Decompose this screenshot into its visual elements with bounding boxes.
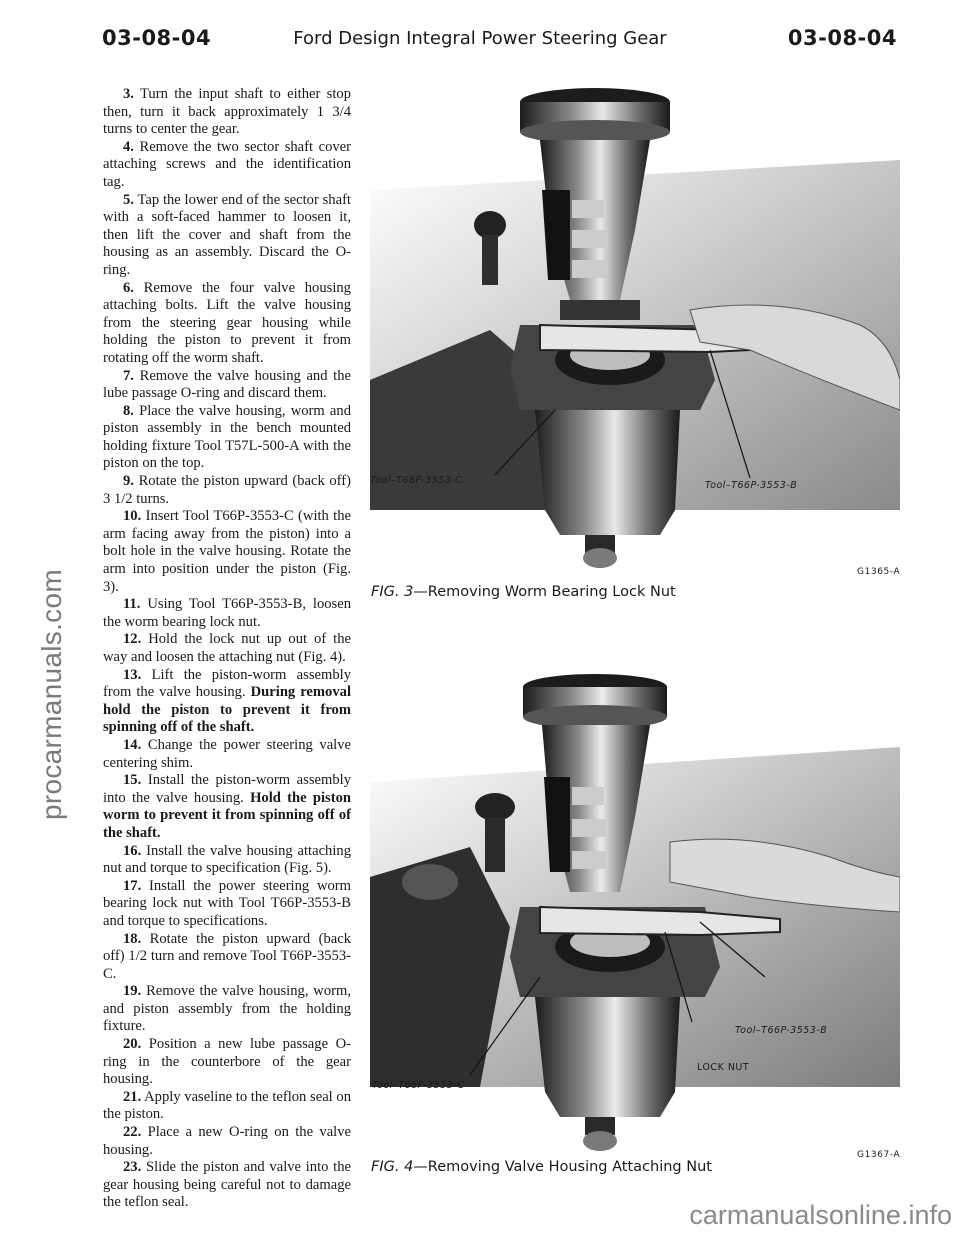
step-item	[103, 508, 351, 596]
step-number: 22.	[123, 1124, 142, 1141]
step-item	[103, 86, 351, 139]
step-item	[103, 1124, 351, 1159]
step-text: Insert Tool T66P-3553-C (with the arm facing away from the piston) into a bolt hole in the valve housing. Rotate the arm into position under the piston (Fig. 3).	[103, 508, 351, 595]
step-number: 19.	[123, 983, 142, 1000]
step-text: Turn the input shaft to either stop then, turn it back approximately 1 3/4 turns to center the gear.	[103, 86, 351, 138]
step-text: Remove the four valve housing attaching bolts. Lift the valve housing from the steering gear housing while holding the piston to prevent it from rotating off the worm shaft.	[103, 279, 351, 366]
step-number: 17.	[123, 877, 142, 894]
step-item	[103, 192, 351, 280]
step-text: Place the valve housing, worm and piston assembly in the bench mounted holding fixture Tool T57L-500-A with the piston on the top.	[103, 402, 351, 472]
step-number: 12.	[123, 631, 142, 648]
fig3-callout-tool-b: Tool–T66P-3553-B	[705, 480, 798, 491]
step-item	[103, 403, 351, 473]
fig3-label: FIG. 3	[371, 584, 414, 600]
step-item	[103, 1089, 351, 1124]
step-text: Lift the piston-worm assembly from the valve housing.	[103, 666, 351, 701]
section-code-left: 03-08-04	[102, 26, 212, 50]
step-item	[103, 1036, 351, 1089]
step-text: Change the power steering valve centering shim.	[103, 736, 351, 771]
step-item	[103, 280, 351, 368]
fig3-caption	[371, 584, 676, 600]
step-number: 7.	[123, 367, 134, 384]
step-item	[103, 931, 351, 984]
step-number: 6.	[123, 279, 134, 296]
fig4-callout-tool-c: Tool–T66P-3553-C	[372, 1080, 465, 1091]
step-text: Slide the piston and valve into the gear housing being careful not to damage the teflon seal.	[103, 1159, 351, 1211]
step-item	[103, 667, 351, 737]
step-number: 5.	[123, 191, 134, 208]
fig4-label: FIG. 4	[371, 1159, 414, 1175]
side-watermark-text: procarmanuals.com	[36, 569, 67, 820]
step-item	[103, 772, 351, 842]
page-header	[0, 26, 960, 56]
step-number: 11.	[123, 596, 141, 613]
step-text: Remove the valve housing and the lube passage O-ring and discard them.	[103, 367, 351, 402]
step-text: Install the valve housing attaching nut and torque to specification (Fig. 5).	[103, 842, 351, 877]
fig3-id-code: G1365-A	[857, 567, 901, 577]
step-number: 18.	[123, 930, 142, 947]
fig3-caption-text: —Removing Worm Bearing Lock Nut	[413, 584, 676, 600]
step-text: Using Tool T66P-3553-B, loosen the worm bearing lock nut.	[103, 596, 351, 630]
fig4-callout-tool-b: Tool–T66P-3553-B	[735, 1025, 828, 1036]
step-item	[103, 596, 351, 631]
fig4-callout-lock-nut: LOCK NUT	[697, 1062, 750, 1073]
step-text: Hold the lock nut up out of the way and loosen the attaching nut (Fig. 4).	[103, 631, 351, 665]
step-item	[103, 631, 351, 666]
step-text: Remove the two sector shaft cover attaching screws and the identification tag.	[103, 138, 351, 190]
step-item	[103, 843, 351, 878]
step-number: 21.	[123, 1088, 142, 1105]
step-item	[103, 368, 351, 403]
step-item	[103, 983, 351, 1036]
section-code-right: 03-08-04	[787, 26, 897, 50]
step-text: Apply vaseline to the teflon seal on the piston.	[103, 1088, 351, 1123]
step-number: 10.	[123, 508, 142, 525]
step-number: 20.	[123, 1036, 142, 1053]
step-number: 3.	[123, 86, 134, 102]
step-number: 23.	[123, 1159, 142, 1176]
fig4-id-code: G1367-A	[857, 1150, 901, 1160]
fig3-callout-tool-c: Tool–T66P-3553-C	[370, 475, 463, 486]
step-text: Rotate the piston upward (back off) 1/2 turn and remove Tool T66P-3553-C.	[103, 930, 352, 982]
step-text: Position a new lube passage O-ring in the counterbore of the gear housing.	[103, 1036, 351, 1088]
step-number: 13.	[123, 666, 142, 683]
procedure-steps	[103, 86, 351, 1212]
step-text: Tap the lower end of the sector shaft with a soft-faced hammer to loosen it, then lift the cover and shaft from the housing as an assembly. Discard the O-ring.	[103, 191, 351, 278]
step-text: Rotate the piston upward (back off) 3 1/2 turns.	[103, 473, 351, 507]
step-number: 15.	[123, 772, 142, 789]
step-caution: Hold the piston worm to prevent it from spinning off of the shaft.	[103, 789, 351, 841]
step-text: Place a new O-ring on the valve housing.	[103, 1124, 352, 1158]
step-number: 16.	[123, 842, 142, 859]
step-item	[103, 878, 351, 931]
side-watermark	[2, 300, 67, 820]
step-number: 8.	[123, 402, 134, 419]
fig4-caption	[371, 1159, 712, 1175]
page-title: Ford Design Integral Power Steering Gear	[293, 28, 667, 49]
step-item	[103, 1159, 351, 1212]
footer-watermark: carmanualsonline.info	[689, 1200, 952, 1230]
step-text: Remove the valve housing, worm, and piston assembly from the holding fixture.	[103, 983, 351, 1035]
step-item	[103, 139, 351, 192]
step-number: 14.	[123, 736, 142, 753]
step-text: Install the piston-worm assembly into the valve housing.	[103, 772, 351, 806]
figure-3-photo	[370, 80, 900, 585]
step-number: 9.	[123, 473, 134, 490]
fig4-caption-text: —Removing Valve Housing Attaching Nut	[413, 1159, 712, 1175]
step-text: Install the power steering worm bearing lock nut with Tool T66P-3553-B and torque to specifications.	[103, 877, 351, 929]
step-number: 4.	[123, 138, 134, 155]
step-caution: During removal hold the piston to prevent it from spinning off of the shaft.	[103, 684, 352, 736]
step-item	[103, 473, 351, 508]
step-item	[103, 737, 351, 772]
